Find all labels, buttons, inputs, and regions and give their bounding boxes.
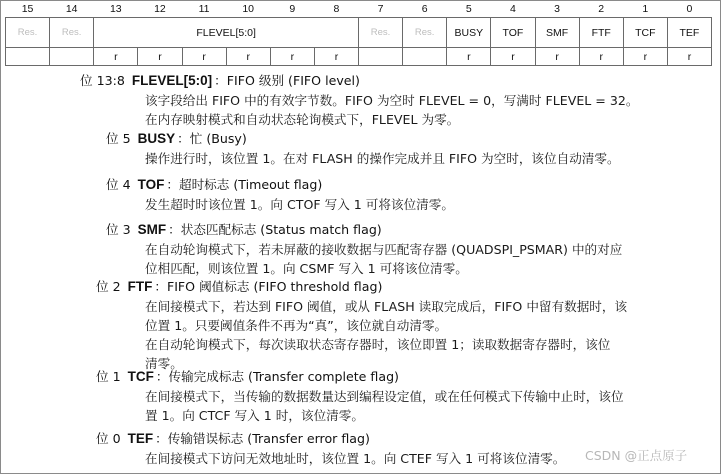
access-cell: r [447, 48, 491, 66]
bit-position: 位 3 [106, 222, 131, 237]
field-description-line: 该字段给出 FIFO 中的有效字节数。FIFO 为空时 FLEVEL = 0，写满时 FLEVEL = 32。 [145, 93, 639, 108]
access-cell: r [314, 48, 358, 66]
bit-number: 12 [154, 3, 166, 15]
bit-number: 8 [333, 3, 340, 15]
field-description-line: 在间接模式下访问无效地址时，该位置 1。向 CTEF 写入 1 可将该位清零。 [145, 451, 566, 466]
access-cell: r [535, 48, 579, 66]
bit-number: 3 [554, 3, 560, 15]
bit-number-row [6, 1, 712, 18]
field-heading [80, 72, 360, 90]
field-heading [96, 368, 399, 386]
bit-number: 1 [642, 3, 649, 15]
access-cell: r [182, 48, 226, 66]
bit-position: 位 1 [96, 369, 121, 384]
bit-number: 10 [242, 3, 255, 15]
bit-position: 位 2 [96, 279, 121, 294]
field-name: TOF [137, 177, 165, 192]
field-description-line: 发生超时时该位置 1。向 CTOF 写入 1 可将该位清零。 [145, 197, 454, 212]
field-name: TEF [127, 431, 154, 446]
bit-number: 0 [686, 3, 693, 15]
separator: ： [177, 131, 190, 146]
access-cell [403, 48, 447, 66]
bit-number: 5 [465, 3, 472, 15]
reserved-cell: Res. [359, 18, 403, 48]
field-description-line: 在自动轮询模式下，若未屏蔽的接收数据与匹配寄存器 (QUADSPI_PSMAR) 中的对应 [145, 242, 623, 257]
bit-number: 4 [510, 3, 516, 15]
field-heading [106, 130, 247, 148]
separator: ： [155, 369, 169, 384]
access-cell: r [491, 48, 535, 66]
field-heading [96, 278, 382, 296]
bit-number: 6 [421, 3, 428, 15]
field-name: FLEVEL[5:0] [131, 73, 213, 88]
access-cell [359, 48, 403, 66]
field-cell: TCF [623, 18, 667, 48]
access-cell: r [270, 48, 314, 66]
field-description-line: 在间接模式下，当传输的数据数量达到编程设定值，或在任何模式下传输中止时，该位 [145, 389, 624, 404]
field-cell: BUSY [447, 18, 491, 48]
bit-number: 15 [21, 3, 34, 15]
reserved-cell: Res. [6, 18, 50, 48]
bit-position: 位 13:8 [80, 73, 125, 88]
bit-position: 位 4 [106, 177, 131, 192]
register-bit-table [5, 1, 712, 66]
bit-number: 14 [65, 3, 78, 15]
field-name: FTF [127, 279, 153, 294]
bit-number: 11 [198, 3, 210, 15]
field-heading [106, 176, 322, 194]
bit-number: 9 [289, 3, 296, 15]
bit-position: 位 0 [96, 431, 121, 446]
access-cell: r [94, 48, 138, 66]
access-row [6, 48, 712, 66]
field-description-line: 在间接模式下，若达到 FIFO 阈值，或从 FLASH 读取完成后，FIFO 中留有数据时，该 [145, 299, 628, 314]
field-description-line: 在内存映射模式和自动状态轮询模式下，FLEVEL 为零。 [145, 112, 460, 127]
field-title: FIFO 阈值标志 (FIFO threshold flag) [166, 279, 383, 294]
field-name: BUSY [137, 131, 176, 146]
bit-number: 7 [377, 3, 384, 15]
access-cell: r [667, 48, 711, 66]
field-description-line: 操作进行时，该位置 1。在对 FLASH 的操作完成并且 FIFO 为空时，该位自动清零。 [145, 151, 620, 166]
bit-position: 位 5 [106, 131, 131, 146]
field-description-line: 位置 1。只要阈值条件不再为“真”，该位就自动清零。 [145, 318, 448, 333]
field-cell: FLEVEL[5:0] [94, 18, 359, 48]
field-cell: TOF [491, 18, 535, 48]
field-title: 忙 (Busy) [189, 131, 247, 146]
separator: ： [168, 222, 181, 237]
access-cell: r [138, 48, 182, 66]
field-description-line: 置 1。向 CTCF 写入 1 时，该位清零。 [145, 408, 364, 423]
field-description-line: 位相匹配，则该位置 1。向 CSMF 写入 1 可将该位清零。 [145, 261, 468, 276]
access-cell: r [623, 48, 667, 66]
access-cell [6, 48, 50, 66]
reserved-cell: Res. [50, 18, 94, 48]
field-cell: SMF [535, 18, 579, 48]
watermark: CSDN @正点原子 [585, 448, 688, 463]
field-title: FIFO 级别 (FIFO level) [226, 73, 360, 88]
field-name: SMF [137, 222, 167, 237]
field-heading [106, 221, 382, 239]
reserved-cell: Res. [403, 18, 447, 48]
field-name: TCF [127, 369, 154, 384]
field-description-line: 清零。 [145, 356, 183, 371]
field-title: 传输完成标志 (Transfer complete flag) [168, 369, 399, 384]
bit-number: 13 [109, 3, 122, 15]
separator: ： [166, 177, 179, 192]
field-title: 超时标志 (Timeout flag) [178, 177, 323, 192]
access-cell: r [579, 48, 623, 66]
field-cell: TEF [667, 18, 711, 48]
field-title: 传输错误标志 (Transfer error flag) [167, 431, 370, 446]
field-cell: FTF [579, 18, 623, 48]
access-cell [50, 48, 94, 66]
field-description-line: 在自动轮询模式下，每次读取状态寄存器时，该位即置 1；读取数据寄存器时，该位 [145, 337, 611, 352]
separator: ： [154, 279, 167, 294]
access-cell: r [226, 48, 270, 66]
field-title: 状态匹配标志 (Status match flag) [180, 222, 382, 237]
separator: ： [214, 73, 227, 88]
bit-number: 2 [598, 3, 605, 15]
field-heading [96, 430, 370, 448]
separator: ： [155, 431, 168, 446]
field-name-row [6, 18, 712, 48]
